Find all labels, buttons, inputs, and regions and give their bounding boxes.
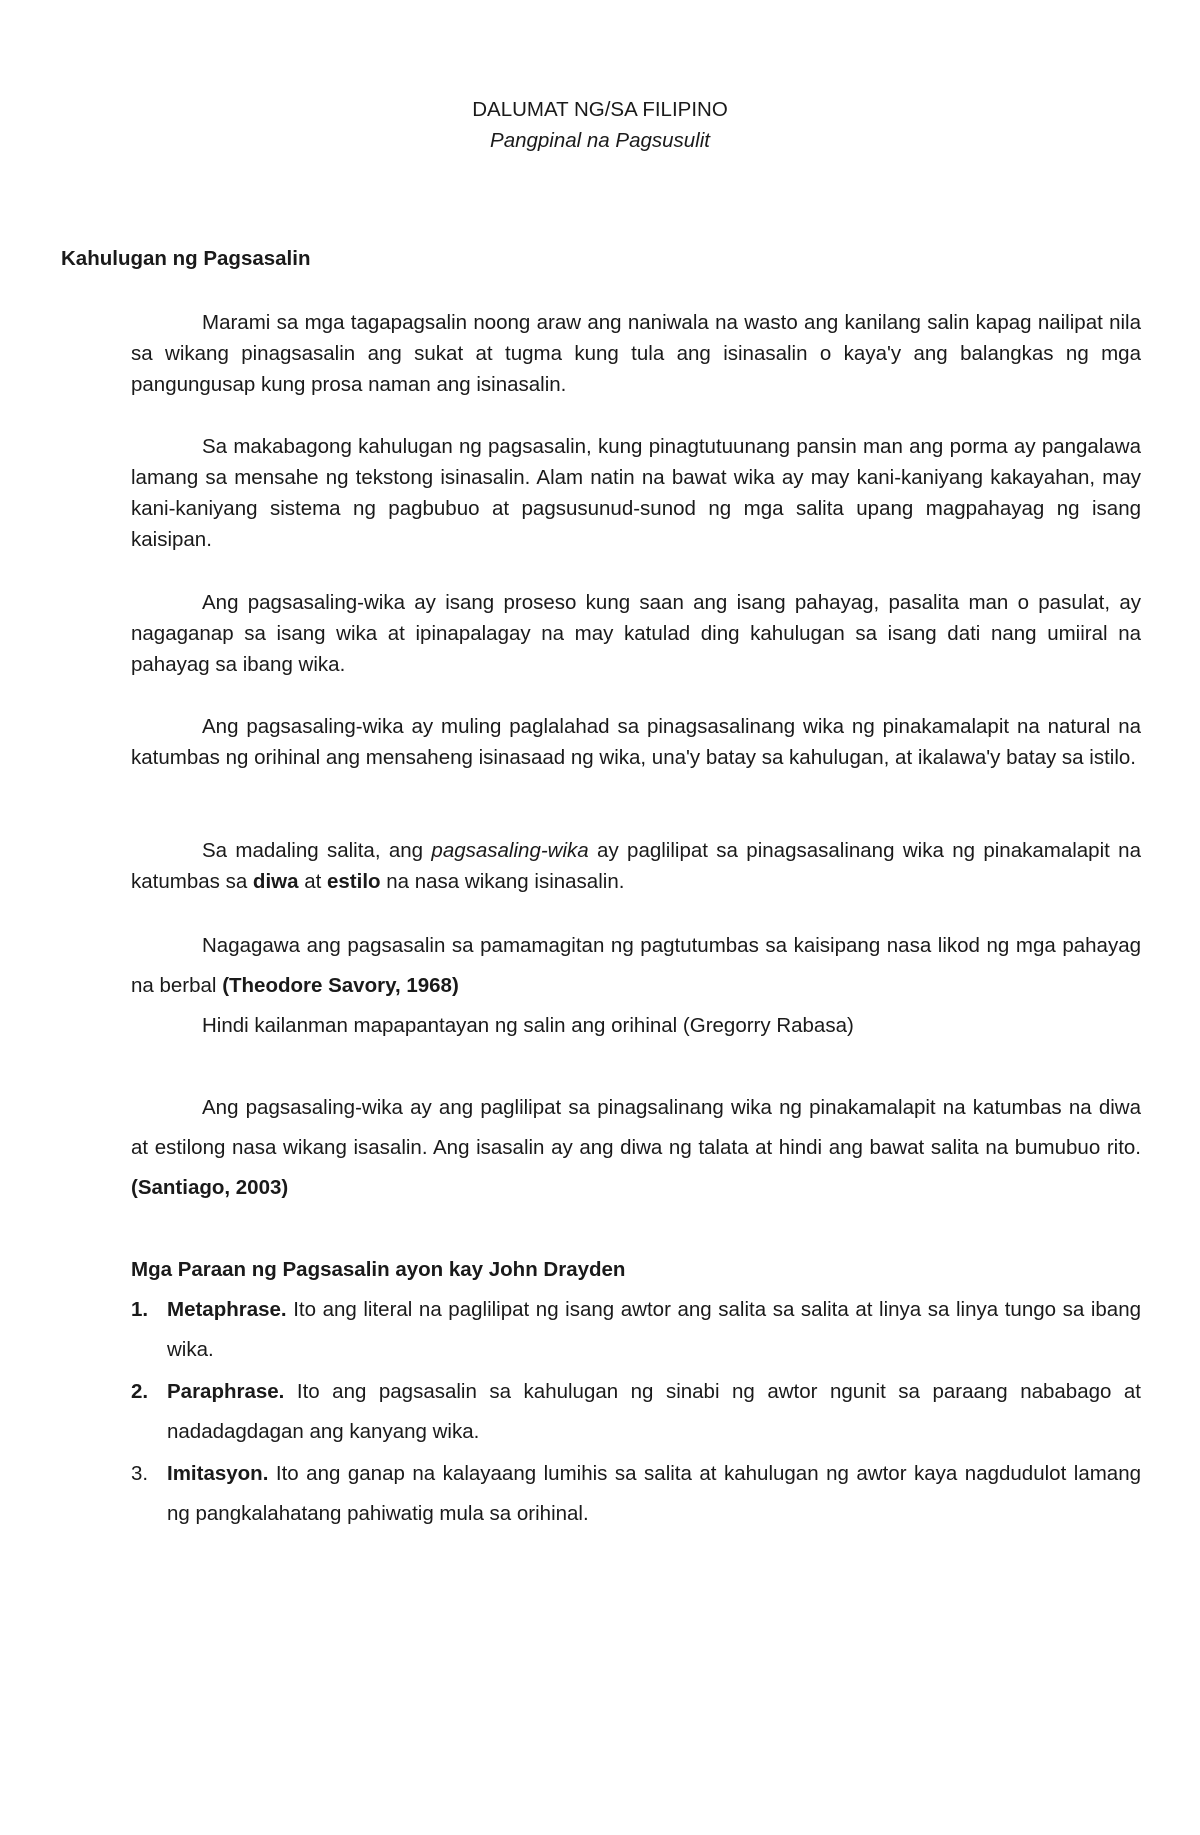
list-item-description: Ito ang ganap na kalayaang lumihis sa salita at kahulugan ng awtor kaya nagdudulot lamang ng pangkalahatang pahiwatig mula sa orihinal.: [167, 1462, 1141, 1525]
list-item-description: Ito ang pagsasalin sa kahulugan ng sinabi ng awtor ngunit sa paraang nababago at nadadagdagan ang kanyang wika.: [167, 1380, 1141, 1443]
list-item-number: 1.: [131, 1298, 149, 1321]
section-heading-mga-paraan: Mga Paraan ng Pagsasalin ayon kay John Drayden: [131, 1258, 626, 1281]
citation-savory: (Theodore Savory, 1968): [222, 974, 459, 997]
term-pagsasaling-wika: pagsasaling-wika: [431, 839, 589, 862]
paragraph-2: Sa makabagong kahulugan ng pagsasalin, kung pinagtutuunang pansin man ang porma ay pangalawa lamang sa mensahe ng tekstong isinasalin. Alam natin na bawat wika ay may kani-kaniyang kakayahan, may kani-kaniyang sistema ng pagbubuo at pagsusunud-sunod ng mga salita upang magpahayag ng isang kaisipan.: [131, 435, 1141, 551]
paragraph-1: Marami sa mga tagapagsalin noong araw ang naniwala na wasto ang kanilang salin kapag nailipat nila sa wikang pinagsasalin ang sukat at tugma kung tula ang isinasalin o kaya'y ang balangkas ng mga pangungusap kung prosa naman ang isinasalin.: [131, 311, 1141, 396]
list-item-number: 3.: [131, 1462, 149, 1485]
list-item-description: Ito ang literal na paglilipat ng isang awtor ang salita sa salita at linya sa linya tungo sa ibang wika.: [167, 1298, 1141, 1361]
paragraph-5: Sa madaling salita, ang pagsasaling-wika ay paglilipat sa pinagsasalinang wika ng pinakamalapit na katumbas sa diwa at estilo na nasa wikang isinasalin.: [131, 839, 1141, 893]
term-diwa: diwa: [252, 870, 299, 893]
methods-list: [131, 1290, 1141, 1536]
list-item-term: Paraphrase.: [167, 1380, 285, 1403]
section-heading-kahulugan: Kahulugan ng Pagsasalin: [61, 247, 311, 270]
paragraph-4: Ang pagsasaling-wika ay muling paglalahad sa pinagsasalinang wika ng pinakamalapit na natural na katumbas ng orihinal ang mensaheng isinasaad ng wika, una'y batay sa kahulugan, at ikalawa'y batay sa istilo.: [131, 715, 1141, 769]
list-item: [131, 1454, 1141, 1534]
paragraph-8: Ang pagsasaling-wika ay ang paglilipat sa pinagsalinang wika ng pinakamalapit na katumbas na diwa at estilong nasa wikang isasalin. Ang isasalin ay ang diwa ng talata at hindi ang bawat salita na bumubuo rito. (Santiago, 2003): [131, 1096, 1141, 1199]
list-item: [131, 1372, 1141, 1452]
citation-santiago: (Santiago, 2003): [131, 1176, 289, 1199]
list-item: [131, 1290, 1141, 1370]
list-item-number: 2.: [131, 1380, 149, 1403]
paragraph-6: Nagagawa ang pagsasalin sa pamamagitan ng pagtutumbas sa kaisipang nasa likod ng mga pahayag na berbal (Theodore Savory, 1968): [131, 934, 1141, 997]
paragraph-7: Hindi kailanman mapapantayan ng salin ang orihinal (Gregorry Rabasa): [202, 1014, 854, 1037]
list-item-term: Metaphrase.: [167, 1298, 287, 1321]
document-header: [0, 94, 1200, 156]
document-subtitle: Pangpinal na Pagsusulit: [490, 129, 710, 152]
list-item-term: Imitasyon.: [167, 1462, 269, 1485]
term-estilo: estilo: [327, 870, 381, 893]
paragraph-3: Ang pagsasaling-wika ay isang proseso kung saan ang isang pahayag, pasalita man o pasulat, ay nagaganap sa isang wika at ipinapalagay na may katulad ding kahulugan sa isang dati nang umiiral na pahayag sa ibang wika.: [131, 591, 1141, 676]
document-title: DALUMAT NG/SA FILIPINO: [472, 98, 728, 121]
